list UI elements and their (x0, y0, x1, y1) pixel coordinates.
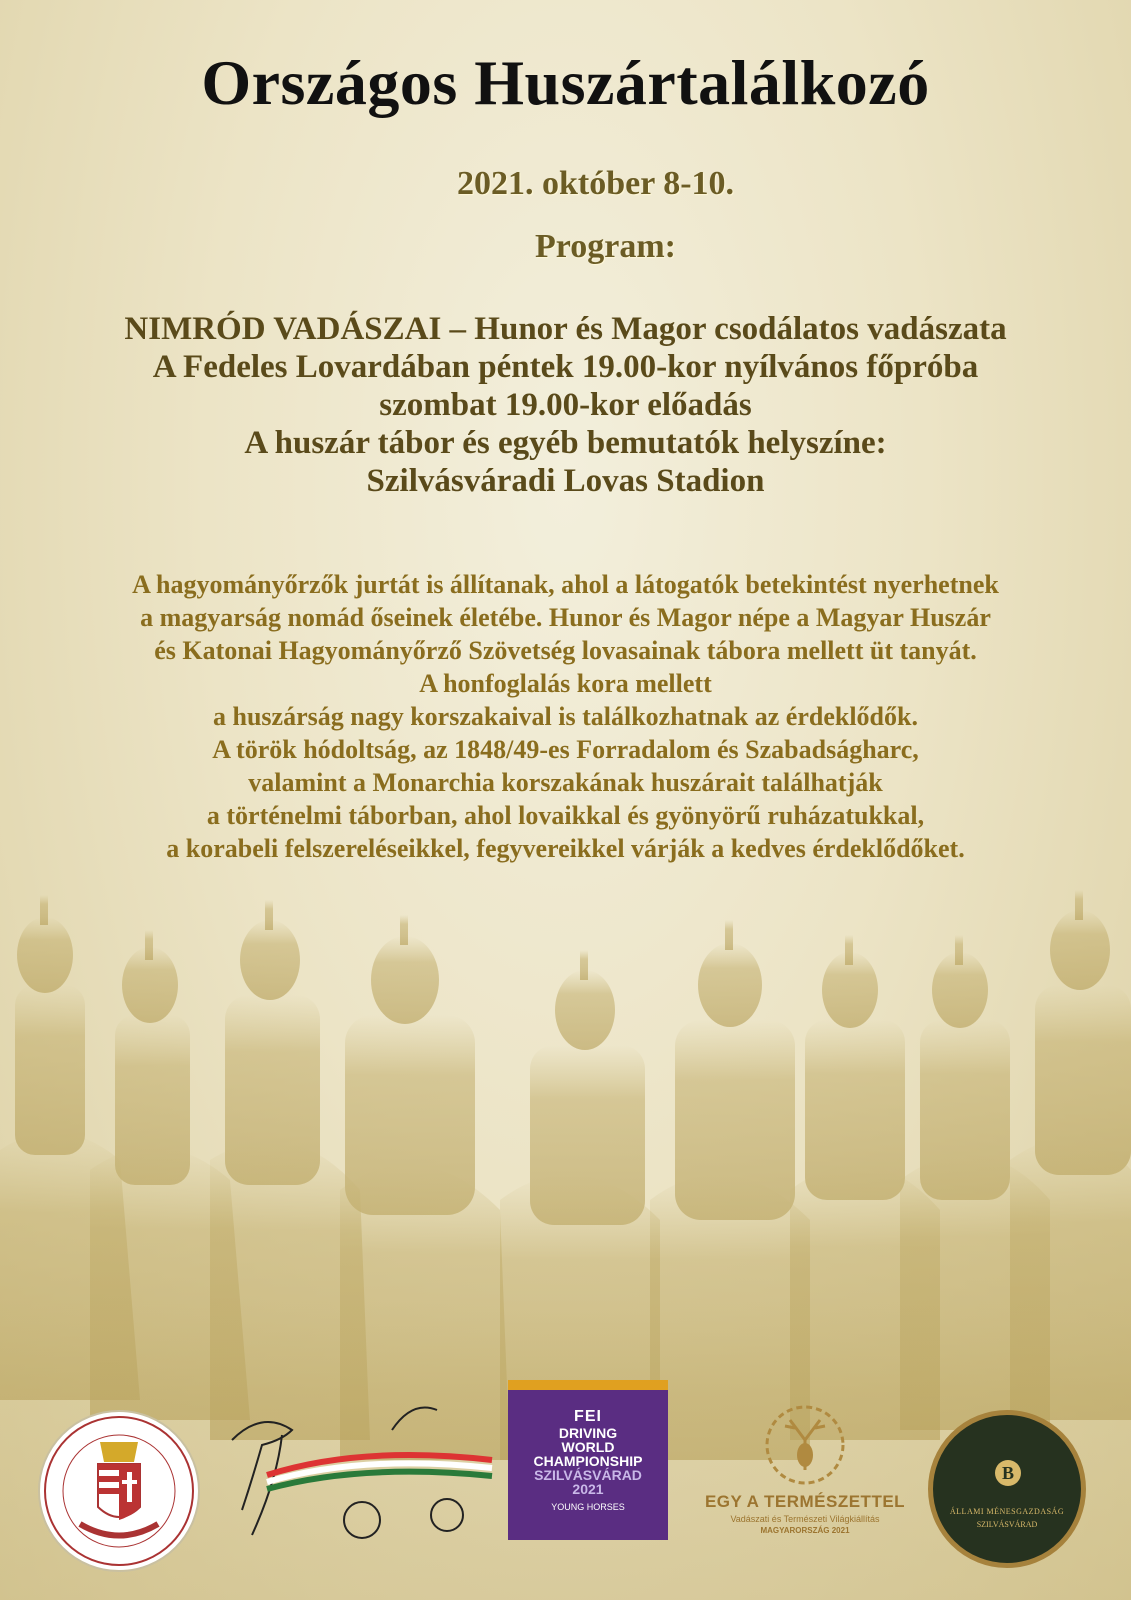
description-paragraph (0, 568, 1131, 865)
description-line: A honfoglalás kora mellett (419, 669, 712, 698)
fei-text: FEI (574, 1408, 602, 1425)
program-details (0, 310, 1131, 500)
description-line: A török hódoltság, az 1848/49-es Forradalom és Szabadságharc, (212, 735, 919, 764)
deer-wreath-icon (760, 1400, 850, 1490)
program-line: A huszár tábor és egyéb bemutatók helyszíne: (244, 425, 887, 461)
description-line: a korabeli felszereléseikkel, fegyvereikkel várják a kedves érdeklődőket. (166, 834, 965, 863)
sponsor-logos (0, 1380, 1131, 1600)
description-line: A hagyományőrzők jurtát is állítanak, ahol a látogatók betekintést nyerhetnek (132, 570, 999, 599)
program-line: A Fedeles Lovardában péntek 19.00-kor nyílvános főpróba (152, 349, 979, 385)
b-monogram-icon: B (995, 1460, 1021, 1486)
program-label: Program: (535, 228, 676, 265)
program-line: szombat 19.00-kor előadás (379, 387, 752, 423)
description-line: és Katonai Hagyományőrző Szövetség lovasainak tábora mellett üt tanyát. (154, 636, 977, 665)
page-title: Országos Huszártalálkozó (201, 47, 930, 118)
event-date: 2021. október 8-10. (456, 165, 735, 202)
fei-driving-championship-logo: FEI DRIVING WORLD CHAMPIONSHIP SZILVÁSVÁRAD 2021 YOUNG HORSES (508, 1380, 668, 1540)
description-line: a huszárság nagy korszakaival is találkozhatnak az érdeklődők. (213, 702, 918, 731)
egy-a-termeszettel-logo: EGY A TERMÉSZETTEL Vadászati és Természeti Világkiállítás MAGYARORSZÁG 2021 (700, 1400, 910, 1570)
description-line: a történelmi táborban, ahol lovaikkal és gyönyörű ruházatukkal, (206, 801, 925, 830)
driving-horse-carriage-logo (222, 1400, 502, 1550)
description-line: a magyarság nomád őseinek életébe. Hunor és Magor népe a Magyar Huszár (140, 603, 991, 632)
description-line: valamint a Monarchia korszakának huszárait találhatják (248, 768, 883, 797)
program-line: Szilvásváradi Lovas Stadion (366, 463, 765, 499)
program-line: NIMRÓD VADÁSZAI – Hunor és Magor csodálatos vadászata (124, 311, 1007, 347)
hussar-association-seal-logo (38, 1410, 200, 1572)
allami-menesgazdasag-logo: B ÁLLAMI MÉNESGAZDASÁG SZILVÁSVÁRAD (928, 1410, 1086, 1568)
